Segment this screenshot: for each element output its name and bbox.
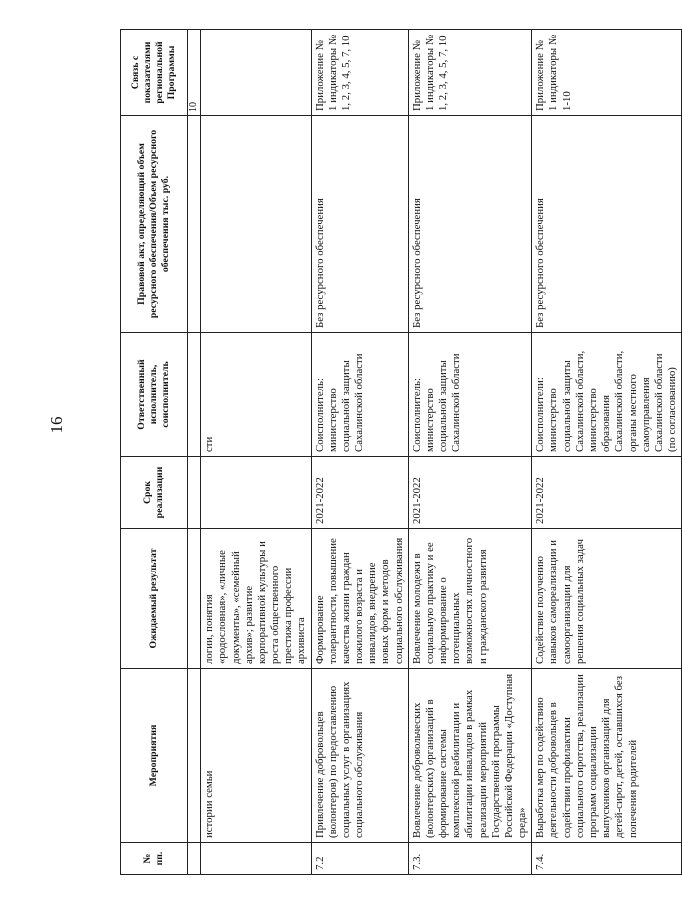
row-executor: Соисполнитель: министерство социальной защиты Сахалинской области: [311, 333, 408, 457]
row-legal-act: Без ресурсного обеспечения: [311, 116, 408, 333]
col-header-executor: Ответственный исполнитель, соисполнитель: [121, 333, 188, 457]
row-measure: Выработка мер по содействию деятельности добровольцев в содействии профилактики социального сиротства, реализации программ социализации выпускников организаций для детей-сирот, детей, оставшихся без попечения родителей: [532, 669, 682, 843]
table-header-row: [121, 30, 188, 875]
row-term: [201, 457, 311, 529]
col-number: [188, 669, 201, 843]
row-legal-act: Без ресурсного обеспечения: [408, 116, 532, 333]
col-number: [188, 333, 201, 457]
row-result: Содействие получению навыков самореализации и самоорганизации для решения социальных задач: [532, 529, 682, 669]
row-num: [201, 843, 311, 875]
table-row-continued: [201, 30, 311, 875]
row-measure: истории семьи: [201, 669, 311, 843]
column-number-row: [188, 30, 201, 875]
table-row-7-3: [408, 30, 532, 875]
col-header-term: Срок реализации: [121, 457, 188, 529]
row-term: 2021-2022: [408, 457, 532, 529]
col-number: [188, 116, 201, 333]
row-link: Приложение № 1 индикаторы № 1, 2, 3, 4, 5, 7, 10: [311, 30, 408, 116]
row-legal-act: Без ресурсного обеспечения: [532, 116, 682, 333]
row-num: 7.3.: [408, 843, 532, 875]
row-link: Приложение № 1 индикаторы № 1-10: [532, 30, 682, 116]
col-number: [188, 529, 201, 669]
col-header-result: Ожидаемый результат: [121, 529, 188, 669]
row-term: 2021-2022: [311, 457, 408, 529]
row-result: Вовлечение молодежи в социальную практику и ее информирование о потенциальных возможностях личностного и гражданского развития: [408, 529, 532, 669]
col-header-num: № пп.: [121, 843, 188, 875]
col-header-legal-act: Правовой акт, определяющий объем ресурсного обеспечения/Объем ресурсного обеспечения тыс. руб.: [121, 116, 188, 333]
row-num: 7.4.: [532, 843, 682, 875]
table-row-7-2: [311, 30, 408, 875]
rotated-page-content: [120, 30, 679, 875]
col-header-measures: Мероприятия: [121, 669, 188, 843]
row-result: Формирование толерантности, повышение качества жизни граждан пожилого возраста и инвалидов, внедрение новых форм и методов социального обслуживания: [311, 529, 408, 669]
row-legal-act: [201, 116, 311, 333]
row-executor: Соисполнители: министерство социальной защиты Сахалинской области, министерство образования Сахалинской области, органы местного самоуправления Сахалинской области (по согласованию): [532, 333, 682, 457]
row-result: логии, понятия «родословная», «личные документы», «семейный архив»; развитие корпоративной культуры и роста общественного престижа профессии архивиста: [201, 529, 311, 669]
row-measure: Вовлечение добровольческих (волонтерских) организаций в формирование системы комплексной реабилитации и абилитации инвалидов в рамках реализации мероприятий Государственной программы Российской Федерации «Доступная среда»: [408, 669, 532, 843]
col-header-link: Связь с показателями региональной Программы: [121, 30, 188, 116]
row-num: 7.2: [311, 843, 408, 875]
measures-table: [120, 29, 682, 875]
row-term: 2021-2022: [532, 457, 682, 529]
row-executor: Соисполнитель: министерство социальной защиты Сахалинской области: [408, 333, 532, 457]
table-row-7-4: [532, 30, 682, 875]
col-number: [188, 843, 201, 875]
col-number: 10: [188, 30, 201, 116]
row-link: [201, 30, 311, 116]
col-number: [188, 457, 201, 529]
row-link: Приложение № 1 индикаторы № 1, 2, 3, 4, 5, 7, 10: [408, 30, 532, 116]
page-number: 16: [47, 416, 66, 434]
row-executor: сти: [201, 333, 311, 457]
row-measure: Привлечение добровольцев (волонтеров) по предоставлению социальных услуг в организациях социального обслуживания: [311, 669, 408, 843]
